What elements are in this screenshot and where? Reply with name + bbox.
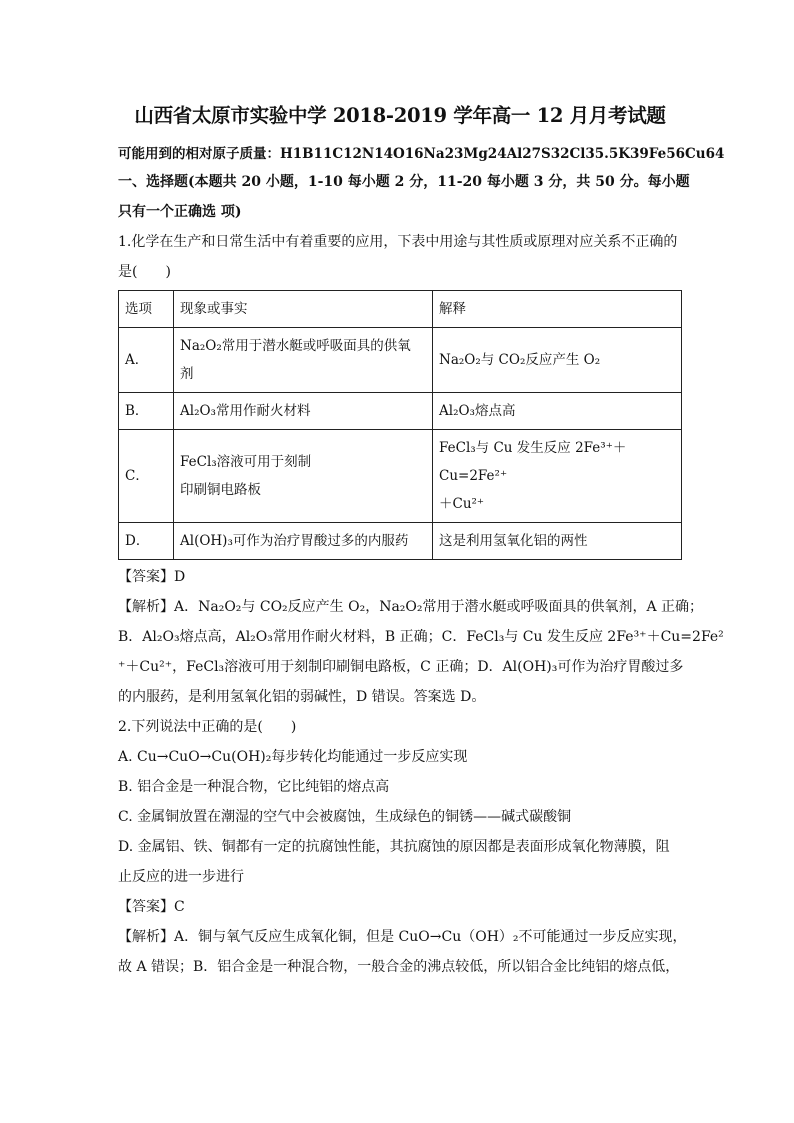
q2-stem: 2.下列说法中正确的是( ) <box>118 719 297 735</box>
q2-option-c: C. 金属铜放置在潮湿的空气中会被腐蚀，生成绿色的铜锈——碱式碳酸铜 <box>118 809 572 825</box>
q1-analysis-line-1: 【解析】A．Na₂O₂与 CO₂反应产生 O₂，Na₂O₂常用于潜水艇或呼吸面具的供氧剂，A 正确； <box>118 599 704 615</box>
q2-analysis-line-1: 【解析】A．铜与氧气反应生成氧化铜，但是 CuO→Cu（OH）₂不可能通过一步反应实现， <box>118 929 687 945</box>
row-explain: Na₂O₂与 CO₂反应产生 O₂ <box>433 328 682 393</box>
q1-table <box>118 290 682 560</box>
row-fact <box>174 430 433 523</box>
table-row <box>119 393 682 430</box>
table-header-explain: 解释 <box>433 291 682 328</box>
q1-analysis-line-3: ⁺＋Cu²⁺，FeCl₃溶液可用于刻制印刷铜电路板，C 正确；D．Al(OH)₃可作为治疗胃酸过多 <box>118 659 684 675</box>
row-fact-line-2: 印刷铜电路板 <box>180 482 261 498</box>
table-header-fact: 现象或事实 <box>174 291 433 328</box>
row-explain-line-2: ＋Cu²⁺ <box>439 496 485 512</box>
page-title: 山西省太原市实验中学 2018-2019 学年高一 12 月月考试题 <box>134 104 666 127</box>
row-fact-line-1: Na₂O₂常用于潜水艇或呼吸面具的供氧 <box>180 338 411 354</box>
row-explain <box>433 430 682 523</box>
row-explain: 这是利用氢氧化铝的两性 <box>433 523 682 560</box>
row-option: B． <box>119 393 174 430</box>
q2-option-a: A. Cu→CuO→Cu(OH)₂每步转化均能通过一步反应实现 <box>118 749 468 765</box>
q2-option-d-line-1: D. 金属铝、铁、铜都有一定的抗腐蚀性能，其抗腐蚀的原因都是表面形成氧化物薄膜，阻 <box>118 839 670 855</box>
row-option: D． <box>119 523 174 560</box>
document-page <box>118 100 725 982</box>
row-fact <box>174 328 433 393</box>
table-row <box>119 523 682 560</box>
row-option: A． <box>119 328 174 393</box>
table-row <box>119 328 682 393</box>
q2-option-d-line-2: 止反应的进一步进行 <box>118 869 244 885</box>
atomic-masses-line: 可能用到的相对原子质量：H1B11C12N14O16Na23Mg24Al27S32Cl35.5K39Fe56Cu64 <box>118 146 725 162</box>
q1-analysis-line-4: 的内服药，是利用氢氧化铝的弱碱性，D 错误。答案选 D。 <box>118 689 486 705</box>
section-header-line-2: 只有一个正确选 项) <box>118 204 242 220</box>
q1-stem-line-2: 是( ) <box>118 264 171 280</box>
table-row <box>119 430 682 523</box>
q1-analysis-line-2: B．Al₂O₃熔点高，Al₂O₃常用作耐火材料，B 正确；C．FeCl₃与 Cu 发生反应 2Fe³⁺＋Cu=2Fe² <box>118 629 724 645</box>
row-fact-line-1: FeCl₃溶液可用于刻制 <box>180 454 312 470</box>
q2-option-b: B. 铝合金是一种混合物，它比纯铝的熔点高 <box>118 779 390 795</box>
row-fact: Al₂O₃常用作耐火材料 <box>174 393 433 430</box>
table-header-option: 选项 <box>119 291 174 328</box>
row-fact-line-2: 剂 <box>180 366 194 382</box>
row-explain-line-1: FeCl₃与 Cu 发生反应 2Fe³⁺＋Cu=2Fe²⁺ <box>439 440 627 484</box>
q2-answer: 【答案】C <box>118 899 185 915</box>
row-fact: Al(OH)₃可作为治疗胃酸过多的内服药 <box>174 523 433 560</box>
section-header-line-1: 一、选择题(本题共 20 小题，1-10 每小题 2 分，11-20 每小题 3 分，共 50 分。每小题 <box>118 174 690 190</box>
table-header-row <box>119 291 682 328</box>
q1-stem-line-1: 1.化学在生产和日常生活中有着重要的应用，下表中用途与其性质或原理对应关系不正确的 <box>118 234 678 250</box>
q2-analysis-line-2: 故 A 错误；B．铝合金是一种混合物，一般合金的沸点较低，所以铝合金比纯铝的熔点低， <box>118 959 680 975</box>
q1-answer: 【答案】D <box>118 569 186 585</box>
row-explain: Al₂O₃熔点高 <box>433 393 682 430</box>
row-option: C． <box>119 430 174 523</box>
